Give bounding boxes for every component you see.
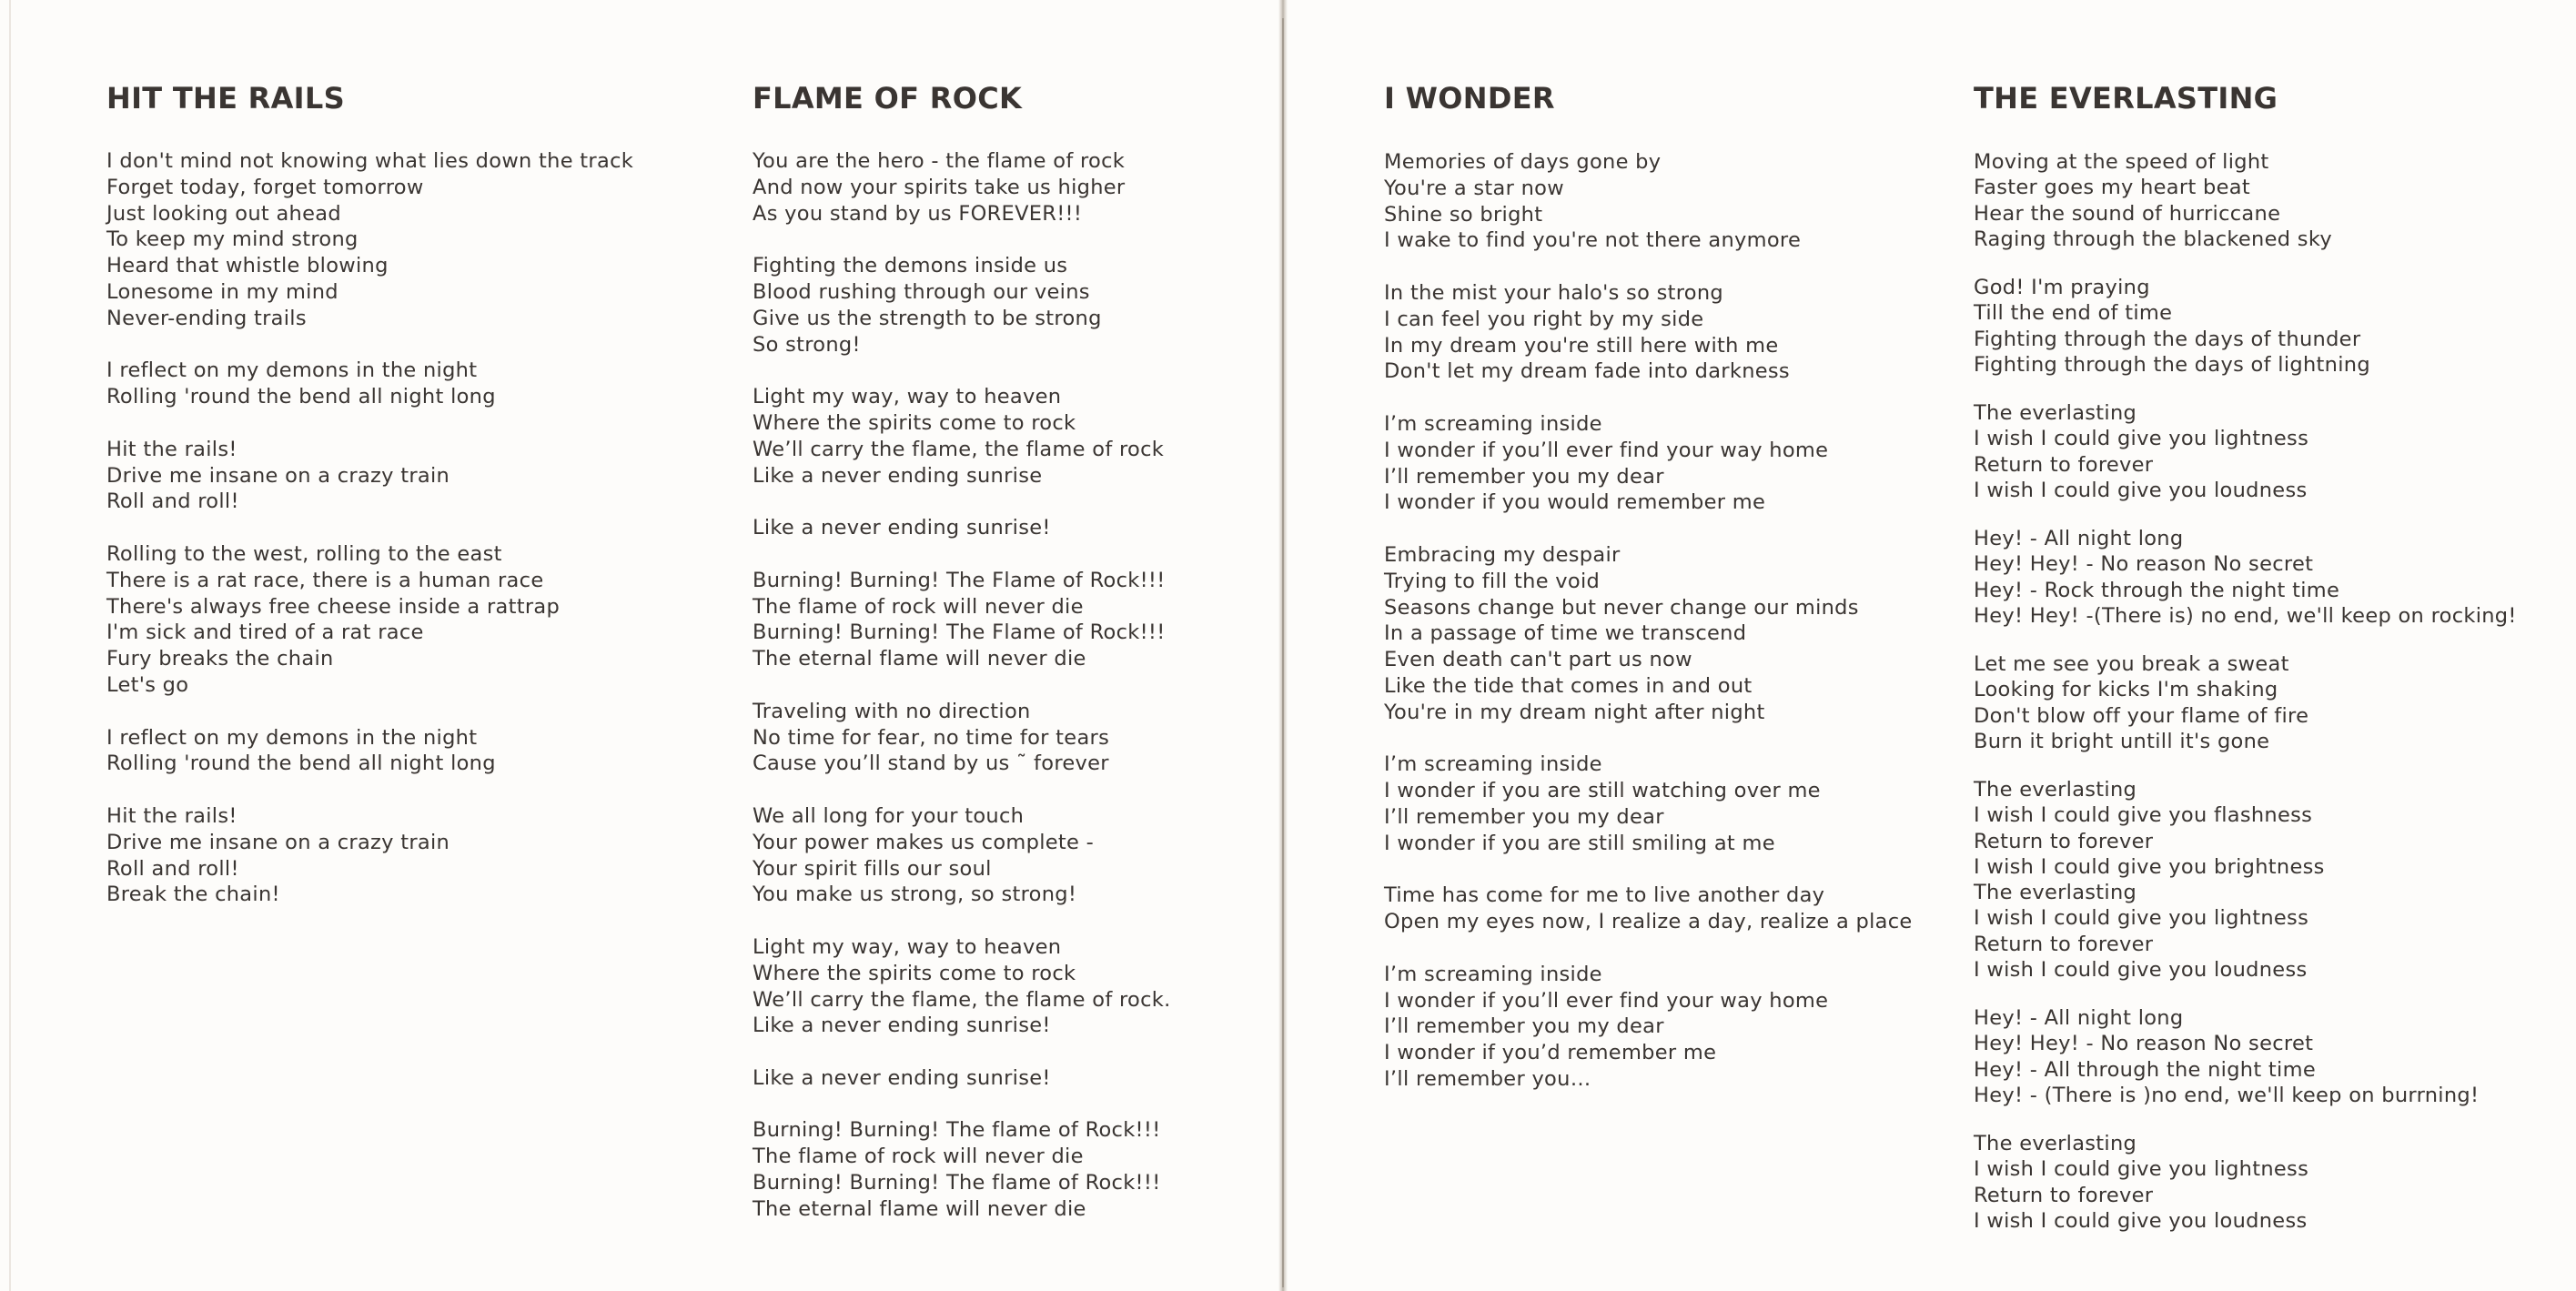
- song-title: FLAME OF ROCK: [753, 81, 1023, 116]
- lyric-line: Never-ending trails: [106, 306, 307, 330]
- lyric-line: Till the end of time: [1974, 301, 2173, 326]
- song-title: I WONDER: [1384, 81, 1555, 116]
- stanza-break: [1974, 503, 2517, 526]
- lyric-line: Roll and roll!: [106, 856, 239, 881]
- lyric-line: Hear the sound of hurriccane: [1974, 201, 2281, 226]
- lyric-line: Shine so bright: [1384, 202, 1543, 227]
- lyric-line: I can feel you right by my side: [1384, 307, 1704, 331]
- song-title: THE EVERLASTING: [1974, 81, 2278, 116]
- lyric-line: Give us the strength to be strong: [753, 306, 1102, 330]
- lyric-line: And now your spirits take us higher: [753, 175, 1126, 199]
- lyrics-list: [753, 148, 1171, 1223]
- stanza-break: [1384, 857, 1913, 883]
- lyric-line: Like a never ending sunrise!: [753, 1014, 1051, 1038]
- lyric-line: Fury breaks the chain: [106, 647, 334, 671]
- stanza-break: [753, 358, 1171, 384]
- lyric-line: Let's go: [106, 672, 189, 697]
- lyric-line: Trying to fill the void: [1384, 569, 1601, 593]
- lyric-line: Break the chain!: [106, 883, 280, 907]
- lyric-line: I reflect on my demons in the night: [106, 358, 478, 383]
- lyric-line: Burning! Burning! The Flame of Rock!!!: [753, 568, 1166, 592]
- stanza-break: [1974, 983, 2517, 1005]
- lyric-line: You're a star now: [1384, 176, 1564, 200]
- lyric-line: Light my way, way to heaven: [753, 385, 1062, 409]
- stanza-break: [753, 541, 1171, 568]
- stanza-break: [1974, 252, 2517, 275]
- stanza-break: [1384, 254, 1913, 280]
- lyric-line: As you stand by us FOREVER!!!: [753, 201, 1083, 226]
- lyric-line: Hit the rails!: [106, 803, 237, 828]
- lyric-line: Like a never ending sunrise: [753, 463, 1043, 488]
- lyric-line: Let me see you break a sweat: [1974, 652, 2289, 676]
- lyric-line: I wish I could give you flashness: [1974, 803, 2313, 828]
- lyric-line: In my dream you're still here with me: [1384, 333, 1779, 358]
- lyric-line: Where the spirits come to rock: [753, 410, 1076, 435]
- stanza-break: [1974, 378, 2517, 400]
- lyric-line: Drive me insane on a crazy train: [106, 830, 450, 854]
- lyric-line: I wonder if you’ll ever find your way home: [1384, 988, 1829, 1013]
- lyric-line: Return to forever: [1974, 932, 2154, 956]
- stanza-break: [106, 515, 633, 541]
- lyric-line: You make us strong, so strong!: [753, 883, 1077, 907]
- lyric-line: Lonesome in my mind: [106, 279, 338, 304]
- lyric-line: I wake to find you're not there anymore: [1384, 228, 1802, 253]
- lyric-line: The eternal flame will never die: [753, 1196, 1086, 1221]
- lyric-line: There's always free cheese inside a rattrap: [106, 594, 561, 619]
- lyric-line: You are the hero - the flame of rock: [753, 149, 1126, 173]
- lyric-line: Burn it bright untill it's gone: [1974, 729, 2270, 753]
- lyric-line: Like a never ending sunrise!: [753, 1065, 1051, 1090]
- lyric-line: Don't let my dream fade into darkness: [1384, 359, 1790, 384]
- lyric-line: Fighting through the days of thunder: [1974, 327, 2361, 351]
- lyric-line: So strong!: [753, 332, 861, 357]
- stanza-break: [1384, 726, 1913, 752]
- lyric-line: Your power makes us complete -: [753, 830, 1095, 854]
- lyric-line: Rolling to the west, rolling to the east: [106, 541, 502, 566]
- lyric-line: Forget today, forget tomorrow: [106, 175, 424, 199]
- lyric-line: We’ll carry the flame, the flame of rock.: [753, 987, 1171, 1012]
- lyric-line: Burning! Burning! The Flame of Rock!!!: [753, 620, 1166, 645]
- lyric-line: Rolling 'round the bend all night long: [106, 751, 496, 776]
- stanza-break: [106, 332, 633, 358]
- lyric-line: Where the spirits come to rock: [753, 961, 1076, 985]
- stanza-break: [753, 672, 1171, 699]
- lyric-line: I’m screaming inside: [1384, 411, 1602, 436]
- lyric-line: Hey! - Rock through the night time: [1974, 578, 2340, 602]
- lyric-line: To keep my mind strong: [106, 227, 359, 252]
- lyric-line: Return to forever: [1974, 1183, 2154, 1207]
- lyric-line: Burning! Burning! The flame of Rock!!!: [753, 1171, 1161, 1195]
- lyric-line: You're in my dream night after night: [1384, 700, 1765, 724]
- lyric-line: Even death can't part us now: [1384, 648, 1692, 672]
- lyric-line: The everlasting: [1974, 881, 2137, 904]
- lyric-line: Raging through the blackened sky: [1974, 227, 2332, 251]
- lyric-line: I’ll remember you my dear: [1384, 1014, 1664, 1039]
- stanza-break: [1974, 1108, 2517, 1131]
- lyric-line: Light my way, way to heaven: [753, 934, 1062, 959]
- lyric-line: The flame of rock will never die: [753, 1145, 1084, 1169]
- lyric-line: Heard that whistle blowing: [106, 254, 389, 278]
- stanza-break: [1384, 516, 1913, 542]
- stanza-break: [753, 227, 1171, 253]
- lyric-line: We’ll carry the flame, the flame of rock: [753, 437, 1165, 461]
- page-edge: [9, 0, 11, 1291]
- lyric-line: Looking for kicks I'm shaking: [1974, 678, 2278, 702]
- lyric-line: Like the tide that comes in and out: [1384, 673, 1753, 698]
- lyric-line: I wish I could give you lightness: [1974, 1157, 2309, 1182]
- stanza-break: [753, 908, 1171, 934]
- lyric-line: I wonder if you would remember me: [1384, 490, 1766, 515]
- stanza-break: [753, 1092, 1171, 1118]
- stanza-break: [1384, 935, 1913, 962]
- lyric-line: I’ll remember you my dear: [1384, 464, 1664, 489]
- lyric-line: I wonder if you’d remember me: [1384, 1041, 1717, 1065]
- stanza-break: [753, 489, 1171, 515]
- lyric-line: Just looking out ahead: [106, 201, 341, 226]
- lyric-line: I reflect on my demons in the night: [106, 725, 478, 750]
- lyric-line: The everlasting: [1974, 1132, 2137, 1155]
- lyric-line: I wish I could give you loudness: [1974, 1208, 2308, 1233]
- lyric-line: Burning! Burning! The flame of Rock!!!: [753, 1118, 1161, 1143]
- stanza-break: [1974, 629, 2517, 651]
- lyric-line: The everlasting: [1974, 778, 2137, 802]
- lyrics-list: [106, 148, 633, 908]
- lyric-line: Hey! Hey! - No reason No secret: [1974, 1032, 2314, 1056]
- stanza-break: [106, 699, 633, 725]
- stanza-break: [753, 777, 1171, 803]
- lyric-line: Time has come for me to live another day: [1384, 883, 1825, 908]
- song-title: HIT THE RAILS: [106, 81, 345, 116]
- lyric-line: I’m screaming inside: [1384, 752, 1602, 777]
- lyric-line: Hey! - All night long: [1974, 1006, 2184, 1030]
- lyric-line: Hey! Hey! -(There is) no end, we'll keep on rocking!: [1974, 603, 2517, 628]
- stanza-break: [1384, 385, 1913, 411]
- lyric-line: I’ll remember you…: [1384, 1066, 1591, 1091]
- lyric-line: I don't mind not knowing what lies down the track: [106, 149, 634, 173]
- lyric-line: Don't blow off your flame of fire: [1974, 703, 2309, 728]
- lyric-line: God! I'm praying: [1974, 276, 2150, 299]
- lyric-line: We all long for your touch: [753, 803, 1025, 828]
- lyric-line: Memories of days gone by: [1384, 150, 1662, 174]
- lyric-line: I'm sick and tired of a rat race: [106, 620, 424, 645]
- lyric-line: There is a rat race, there is a human race: [106, 568, 544, 592]
- lyric-line: Return to forever: [1974, 829, 2154, 853]
- lyric-line: Return to forever: [1974, 452, 2154, 477]
- lyric-line: Fighting the demons inside us: [753, 254, 1068, 278]
- lyric-line: Open my eyes now, I realize a day, realize a place: [1384, 910, 1913, 934]
- lyric-line: The eternal flame will never die: [753, 647, 1086, 671]
- stanza-break: [106, 777, 633, 803]
- lyric-line: I’ll remember you my dear: [1384, 804, 1664, 829]
- lyric-line: Hey! - All night long: [1974, 527, 2184, 550]
- lyric-line: Fighting through the days of lightning: [1974, 352, 2370, 377]
- lyric-line: I wish I could give you loudness: [1974, 478, 2308, 502]
- lyric-line: The everlasting: [1974, 401, 2137, 425]
- lyric-line: No time for fear, no time for tears: [753, 725, 1110, 750]
- fold-crease: [1282, 18, 1284, 1287]
- lyric-line: Your spirit fills our soul: [753, 856, 992, 881]
- lyric-line: Faster goes my heart beat: [1974, 176, 2250, 200]
- stanza-break: [1974, 754, 2517, 777]
- lyric-line: Traveling with no direction: [753, 699, 1031, 723]
- lyric-line: Seasons change but never change our minds: [1384, 595, 1859, 620]
- lyrics-list: [1384, 149, 1913, 1093]
- lyric-line: Hey! Hey! - No reason No secret: [1974, 552, 2314, 577]
- stanza-break: [106, 410, 633, 437]
- lyric-line: I wish I could give you brightness: [1974, 854, 2325, 879]
- lyric-line: Drive me insane on a crazy train: [106, 463, 450, 488]
- lyric-line: Like a never ending sunrise!: [753, 516, 1051, 540]
- lyric-line: Rolling 'round the bend all night long: [106, 385, 496, 409]
- lyric-line: I wish I could give you lightness: [1974, 427, 2309, 451]
- lyric-line: I wonder if you’ll ever find your way home: [1384, 438, 1829, 462]
- lyric-line: Blood rushing through our veins: [753, 279, 1090, 304]
- lyrics-list: [1974, 149, 2517, 1234]
- lyric-line: Cause you’ll stand by us ˜ forever: [753, 751, 1109, 776]
- lyric-line: I wish I could give you lightness: [1974, 906, 2309, 931]
- lyric-line: Hit the rails!: [106, 437, 237, 461]
- lyric-line: In a passage of time we transcend: [1384, 621, 1747, 646]
- lyric-line: Moving at the speed of light: [1974, 150, 2269, 174]
- stanza-break: [753, 1039, 1171, 1065]
- lyric-line: I wonder if you are still watching over me: [1384, 779, 1821, 803]
- lyric-line: I wish I could give you loudness: [1974, 957, 2308, 982]
- lyric-line: The flame of rock will never die: [753, 594, 1084, 619]
- lyric-line: Embracing my despair: [1384, 542, 1621, 567]
- lyric-line: Hey! - (There is )no end, we'll keep on burrning!: [1974, 1083, 2480, 1107]
- lyric-line: I wonder if you are still smiling at me: [1384, 831, 1775, 855]
- lyric-line: Roll and roll!: [106, 489, 239, 514]
- lyric-line: Hey! - All through the night time: [1974, 1057, 2316, 1082]
- lyric-line: In the mist your halo's so strong: [1384, 280, 1724, 305]
- lyric-line: I’m screaming inside: [1384, 962, 1602, 986]
